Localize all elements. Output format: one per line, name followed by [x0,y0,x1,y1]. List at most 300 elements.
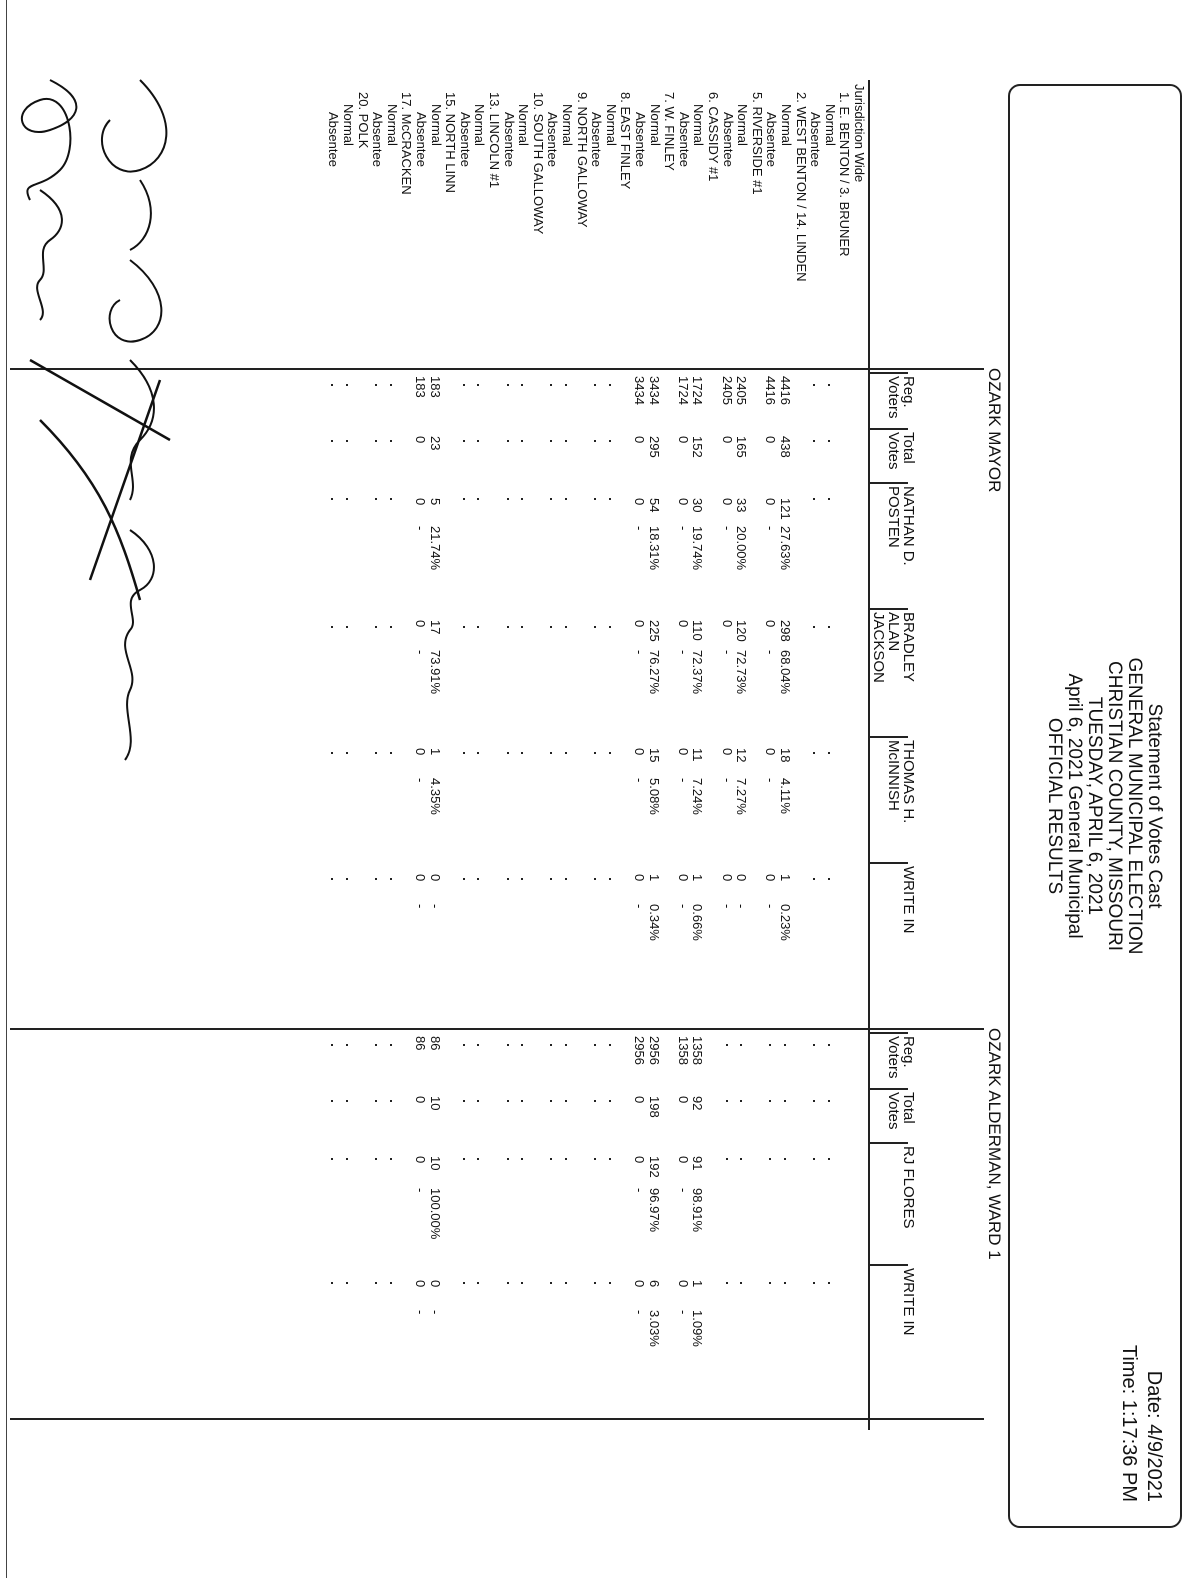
jurisdiction-row-label: Normal [384,104,400,146]
empty-cell-mark [828,752,830,754]
table-cell: - [632,778,647,783]
jurisdiction-row-label: Absentee [676,112,692,167]
empty-cell-mark [813,384,815,386]
jurisdiction-row-label: 15. NORTH LINN [443,92,459,193]
table-cell: - [675,1310,691,1315]
empty-cell-mark [507,498,509,500]
table-end [10,1418,984,1420]
empty-cell-mark [769,1158,771,1160]
empty-cell-mark [507,384,509,386]
column-divider [870,736,908,738]
table-cell: 2956 [646,1036,662,1065]
mayor-column-header: THOMAS H. McINNISH [885,740,917,824]
empty-cell-mark [346,384,348,386]
table-cell: 298 [778,620,793,642]
table-cell: 183 [413,376,428,398]
empty-cell-mark [828,440,830,442]
empty-cell-mark [594,626,596,628]
empty-cell-mark [828,1158,830,1160]
table-cell: - [719,650,735,655]
empty-cell-mark [346,626,348,628]
empty-cell-mark [507,752,509,754]
empty-cell-mark [375,1044,377,1046]
table-cell: 0 [427,874,443,882]
table-cell: - [632,1310,647,1315]
empty-cell-mark [375,626,377,628]
empty-cell-mark [828,498,830,500]
table-cell: 2405 [719,376,735,405]
table-cell: 1 [427,748,443,756]
empty-cell-mark [463,498,465,500]
empty-cell-mark [828,626,830,628]
empty-cell-mark [331,626,333,628]
table-cell: 18.31% [646,526,662,571]
table-cell: 0 [413,498,428,506]
empty-cell-mark [828,1044,830,1046]
jurisdiction-row-label: Normal [341,104,356,146]
empty-cell-mark [550,440,552,442]
empty-cell-mark [507,626,509,628]
table-cell: - [427,1310,443,1315]
table-cell: - [675,904,691,909]
table-cell: 295 [646,436,662,458]
empty-cell-mark [477,498,479,500]
table-cell: - [763,526,779,531]
empty-cell-mark [331,878,333,880]
report-title [1044,86,1164,1526]
table-cell: 96.97% [646,1188,662,1233]
alderman-column-header: Total Votes [885,1092,917,1130]
header-rule [869,80,871,1430]
table-cell: 0 [675,874,691,882]
empty-cell-mark [813,1044,815,1046]
empty-cell-mark [784,1100,786,1102]
empty-cell-mark [521,878,523,880]
table-cell: 72.37% [690,650,706,695]
table-cell: 5 [427,498,443,506]
table-cell: 0 [675,620,691,628]
table-cell: 2956 [632,1036,647,1065]
table-cell: 1358 [675,1036,691,1065]
empty-cell-mark [726,1158,728,1160]
table-cell: - [675,778,691,783]
empty-cell-mark [346,878,348,880]
table-cell: 165 [734,436,750,458]
empty-cell-mark [594,1282,596,1284]
empty-cell-mark [609,498,611,500]
table-cell: 10 [427,1156,443,1171]
empty-cell-mark [331,1282,333,1284]
empty-cell-mark [740,1044,742,1046]
empty-cell-mark [346,440,348,442]
empty-cell-mark [726,1044,728,1046]
empty-cell-mark [594,1044,596,1046]
table-cell: 0 [413,1156,428,1164]
empty-cell-mark [828,384,830,386]
report-time: Time: 1:17:36 PM [1118,1344,1140,1502]
empty-cell-mark [375,1158,377,1160]
table-cell: 0 [675,436,691,444]
empty-cell-mark [784,1044,786,1046]
empty-cell-mark [521,498,523,500]
empty-cell-mark [740,1158,742,1160]
empty-cell-mark [375,384,377,386]
alderman-column-header: WRITE IN [900,1268,917,1336]
jurisdiction-row-label: Absentee [457,112,473,167]
table-cell: 0 [763,748,779,756]
empty-cell-mark [390,752,392,754]
table-cell: 0 [675,1280,691,1288]
table-cell: 7.24% [690,778,706,815]
table-cell: - [675,1188,691,1193]
empty-cell-mark [594,878,596,880]
table-cell: 30 [690,498,706,513]
empty-cell-mark [521,1100,523,1102]
table-cell: 4416 [778,376,793,405]
report-timestamp [1116,1345,1166,1502]
empty-cell-mark [390,440,392,442]
jurisdiction-row-label: Absentee [764,112,780,167]
empty-cell-mark [609,878,611,880]
table-cell: - [413,1310,428,1315]
jurisdiction-row-label: 10. SOUTH GALLOWAY [530,92,546,235]
empty-cell-mark [740,1282,742,1284]
table-cell: 225 [646,620,662,642]
jurisdiction-row-label: 13. LINCOLN #1 [487,92,502,189]
empty-cell-mark [609,384,611,386]
empty-cell-mark [477,752,479,754]
empty-cell-mark [507,440,509,442]
empty-cell-mark [828,1282,830,1284]
table-cell: - [675,526,691,531]
empty-cell-mark [477,1044,479,1046]
table-cell: 110 [690,620,706,641]
empty-cell-mark [813,498,815,500]
table-cell: 0 [675,1156,691,1164]
table-cell: - [719,526,735,531]
table-cell: 68.04% [778,650,793,695]
empty-cell-mark [507,878,509,880]
empty-cell-mark [609,1282,611,1284]
table-cell: - [632,904,647,909]
table-cell: 91 [690,1156,706,1171]
table-cell: 0 [763,620,779,628]
table-cell: 438 [778,436,793,458]
table-cell: 0 [413,1096,428,1104]
table-cell: 18 [778,748,793,763]
empty-cell-mark [331,498,333,500]
table-cell: 0 [632,874,647,882]
alderman-column-header: RJ FLORES [900,1146,917,1229]
table-cell: 4.35% [427,778,443,815]
jurisdiction-row-label: 7. W. FINLEY [662,92,678,171]
empty-cell-mark [784,1282,786,1284]
table-cell: 0 [763,874,779,882]
empty-cell-mark [565,498,567,500]
empty-cell-mark [331,440,333,442]
table-cell: 86 [427,1036,443,1051]
empty-cell-mark [390,626,392,628]
empty-cell-mark [609,1100,611,1102]
jurisdiction-row-label: Absentee [720,112,736,167]
empty-cell-mark [784,1158,786,1160]
empty-cell-mark [740,1100,742,1102]
table-cell: - [632,1188,647,1193]
table-cell: - [632,526,647,531]
empty-cell-mark [769,1044,771,1046]
jurisdiction-row-label: Normal [516,104,532,146]
table-cell: 0 [632,748,647,756]
table-cell: - [413,650,428,655]
empty-cell-mark [331,1044,333,1046]
empty-cell-mark [813,440,815,442]
jurisdiction-row-label: 8. EAST FINLEY [618,92,634,190]
column-divider [870,1088,908,1090]
table-cell: 17 [427,620,443,635]
jurisdiction-row-label: Normal [560,104,575,146]
table-cell: 92 [690,1096,706,1111]
table-cell: 4416 [763,376,779,405]
table-cell: 120 [734,620,750,642]
table-cell: 0.66% [690,904,706,941]
empty-cell-mark [477,878,479,880]
table-cell: 4.11% [778,778,793,814]
empty-cell-mark [477,1100,479,1102]
empty-cell-mark [463,1044,465,1046]
empty-cell-mark [565,440,567,442]
empty-cell-mark [463,752,465,754]
table-cell: 1.09% [690,1310,706,1347]
empty-cell-mark [813,626,815,628]
table-cell: 0 [413,436,428,444]
empty-cell-mark [331,1100,333,1102]
jurisdiction-row-label: 9. NORTH GALLOWAY [574,92,590,228]
empty-cell-mark [375,498,377,500]
table-cell: 0 [413,874,428,882]
table-cell: - [413,904,428,909]
empty-cell-mark [390,384,392,386]
mayor-contest-title: OZARK MAYOR [985,368,1004,493]
table-cell: 0 [413,1280,428,1288]
empty-cell-mark [507,1100,509,1102]
table-cell: 20.00% [734,526,750,571]
empty-cell-mark [609,1044,611,1046]
jurisdiction-row-label: 6. CASSIDY #1 [706,92,721,182]
empty-cell-mark [565,1158,567,1160]
jurisdiction-row-label: Absentee [501,112,517,167]
empty-cell-mark [375,1100,377,1102]
empty-cell-mark [609,626,611,628]
table-cell: - [719,778,735,783]
table-cell: 98.91% [690,1188,706,1233]
empty-cell-mark [828,1100,830,1102]
table-cell: 0 [675,498,691,506]
empty-cell-mark [477,384,479,386]
empty-cell-mark [521,1044,523,1046]
jurisdiction-row-label: Absentee [545,112,561,167]
table-cell: 0 [427,1280,443,1288]
jurisdiction-row-label: Absentee [808,112,824,167]
empty-cell-mark [594,384,596,386]
title-line: OFFICIAL RESULTS [1044,717,1065,895]
jurisdiction-row-label: Normal [822,104,838,146]
empty-cell-mark [609,440,611,442]
table-cell: 198 [646,1096,662,1118]
table-cell: 0 [413,620,428,628]
empty-cell-mark [813,1282,815,1284]
empty-cell-mark [550,1100,552,1102]
empty-cell-mark [550,878,552,880]
empty-cell-mark [390,878,392,880]
table-cell: 0 [719,748,735,756]
empty-cell-mark [550,384,552,386]
table-cell: - [734,904,750,909]
table-cell: 73.91% [427,650,443,695]
table-cell: 0 [632,620,647,628]
table-cell: 0 [632,1096,647,1104]
empty-cell-mark [331,752,333,754]
title-line: Statement of Votes Cast [1144,703,1165,909]
table-cell: 3.03% [646,1310,662,1347]
title-line: TUESDAY, APRIL 6, 2021 [1084,696,1105,916]
empty-cell-mark [463,384,465,386]
table-cell: 1 [690,1280,706,1288]
table-cell: 1 [646,874,662,882]
jurisdiction-row-label: 5. RIVERSIDE #1 [749,92,765,195]
table-cell: 10 [427,1096,443,1111]
empty-cell-mark [463,1100,465,1102]
jurisdiction-row-label: 2. WEST BENTON / 14. LINDEN [793,92,809,282]
table-cell: 100.00% [427,1188,443,1240]
empty-cell-mark [594,498,596,500]
jurisdiction-row-label: 20. POLK [355,92,371,149]
empty-cell-mark [521,1282,523,1284]
table-cell: 121 [778,498,793,520]
empty-cell-mark [463,878,465,880]
jurisdiction-row-label: Normal [472,104,488,146]
report-header [1008,84,1182,1528]
table-cell: 1 [690,874,706,882]
title-line: April 6, 2021 General Municipal [1064,673,1085,939]
empty-cell-mark [813,1100,815,1102]
table-cell: 1 [778,874,793,882]
empty-cell-mark [813,752,815,754]
jurisdiction-row-label: Normal [603,104,619,146]
table-cell: 33 [734,498,750,513]
table-cell: 152 [690,436,706,458]
table-cell: 0.23% [778,904,793,941]
empty-cell-mark [346,1282,348,1284]
table-cell: 0 [734,874,750,882]
empty-cell-mark [331,384,333,386]
empty-cell-mark [346,1100,348,1102]
empty-cell-mark [463,1282,465,1284]
table-cell: 19.74% [690,526,706,571]
empty-cell-mark [565,752,567,754]
table-cell: 12 [734,748,750,763]
column-divider [870,608,908,610]
table-cell: 183 [427,376,443,398]
mayor-column-header: Reg. Voters [885,376,917,419]
empty-cell-mark [726,1282,728,1284]
table-cell: 5.08% [646,778,662,815]
table-cell: 0 [763,498,779,506]
empty-cell-mark [550,1282,552,1284]
table-cell: 27.63% [778,526,793,571]
table-cell: 192 [646,1156,662,1178]
empty-cell-mark [813,878,815,880]
empty-cell-mark [477,1158,479,1160]
empty-cell-mark [565,878,567,880]
empty-cell-mark [565,384,567,386]
empty-cell-mark [375,440,377,442]
table-cell: 0 [675,1096,691,1104]
column-divider [870,862,908,864]
column-divider [870,428,908,430]
empty-cell-mark [550,626,552,628]
column-divider [870,372,908,374]
table-cell: - [763,650,779,655]
table-cell: 11 [690,748,706,762]
table-cell: 54 [646,498,662,513]
empty-cell-mark [550,752,552,754]
table-cell: 0 [632,1280,647,1288]
table-cell: - [427,904,443,909]
empty-cell-mark [346,752,348,754]
mayor-column-header: WRITE IN [900,866,917,934]
table-cell: - [675,650,691,655]
empty-cell-mark [521,440,523,442]
jurisdiction-row-label: Absentee [589,112,605,167]
jurisdiction-row-label: Normal [779,104,794,146]
empty-cell-mark [550,498,552,500]
empty-cell-mark [331,1158,333,1160]
table-cell: 72.73% [734,650,750,695]
empty-cell-mark [390,1100,392,1102]
empty-cell-mark [813,1158,815,1160]
empty-cell-mark [521,752,523,754]
column-divider [870,1032,908,1034]
empty-cell-mark [609,752,611,754]
empty-cell-mark [477,1282,479,1284]
empty-cell-mark [828,878,830,880]
table-cell: 0 [719,620,735,628]
empty-cell-mark [550,1044,552,1046]
empty-cell-mark [463,626,465,628]
empty-cell-mark [769,1100,771,1102]
empty-cell-mark [375,1282,377,1284]
jurisdiction-row-label: Normal [647,104,663,146]
table-cell: 23 [427,436,443,451]
table-cell: 7.27% [734,778,750,815]
jurisdiction-row-label: Absentee [370,112,386,167]
empty-cell-mark [463,1158,465,1160]
mayor-column-header: NATHAN D. POSTEN [885,486,917,566]
table-cell: 2405 [734,376,750,405]
column-divider [870,482,908,484]
empty-cell-mark [521,1158,523,1160]
table-cell: - [719,904,735,909]
empty-cell-mark [346,498,348,500]
column-divider [870,1142,908,1144]
empty-cell-mark [346,1044,348,1046]
empty-cell-mark [507,1044,509,1046]
empty-cell-mark [565,1100,567,1102]
empty-cell-mark [390,498,392,500]
jurisdiction-row-label: Normal [691,104,707,146]
table-cell: 3434 [646,376,662,405]
table-cell: 1358 [690,1036,706,1065]
